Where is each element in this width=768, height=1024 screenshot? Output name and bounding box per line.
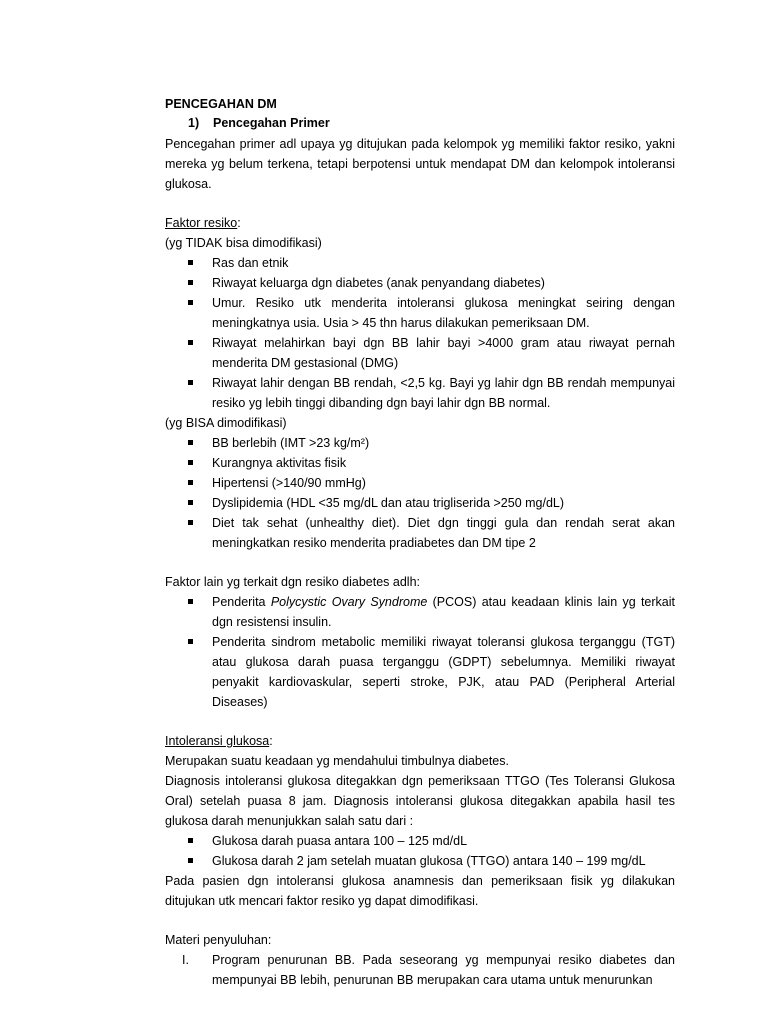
list-item <box>165 632 675 712</box>
list-item-text: Riwayat keluarga dgn diabetes (anak penyandang diabetes) <box>212 276 545 290</box>
list-item <box>165 513 675 553</box>
non-modifiable-label: (yg TIDAK bisa dimodifikasi) <box>165 236 322 250</box>
list-item-text: Umur. Resiko utk menderita intoleransi glukosa meningkat seiring dengan meningkatnya usia. Usia > 45 thn harus dilakukan pemeriksaan DM. <box>212 296 675 330</box>
modifiable-label: (yg BISA dimodifikasi) <box>165 416 287 430</box>
bullet-icon <box>188 300 193 305</box>
document-title: PENCEGAHAN DM <box>165 97 277 111</box>
glucose-intolerance-paragraph: Diagnosis intoleransi glukosa ditegakkan dgn pemeriksaan TTGO (Tes Toleransi Glukosa Oral) setelah puasa 8 jam. Diagnosis intoleransi glukosa ditegakkan apabila hasil tes glukosa darah menunjukkan salah satu dari : <box>165 774 675 828</box>
list-item-text: Glukosa darah puasa antara 100 – 125 md/dL <box>212 834 468 848</box>
list-item <box>165 433 675 453</box>
bullet-icon <box>188 639 193 644</box>
glucose-intolerance-line: Merupakan suatu keadaan yg mendahului timbulnya diabetes. <box>165 754 509 768</box>
document-page <box>165 94 675 990</box>
list-item-number: I. <box>182 953 189 967</box>
list-item-text: Glukosa darah 2 jam setelah muatan glukosa (TTGO) antara 140 – 199 mg/dL <box>212 854 646 868</box>
other-factors-heading: Faktor lain yg terkait dgn resiko diabetes adlh: <box>165 575 420 589</box>
list-item <box>165 831 675 851</box>
bullet-icon <box>188 858 193 863</box>
list-item <box>165 493 675 513</box>
list-item-text: Hipertensi (>140/90 mmHg) <box>212 476 366 490</box>
risk-factor-heading-colon: : <box>237 216 241 230</box>
glucose-intolerance-heading-colon: : <box>269 734 273 748</box>
bullet-icon <box>188 599 193 604</box>
list-item-text: Riwayat melahirkan bayi dgn BB lahir bayi >4000 gram atau riwayat pernah menderita DM gestasional (DMG) <box>212 336 675 370</box>
list-item <box>165 253 675 273</box>
list-item-text: Penderita sindrom metabolic memiliki riwayat toleransi glukosa terganggu (TGT) atau glukosa darah puasa terganggu (GDPT) sebelumnya. Memiliki riwayat penyakit kardiovaskular, seperti stroke, PJK, atau PAD (Peripheral Arterial Diseases) <box>212 635 675 709</box>
non-modifiable-list <box>165 253 675 413</box>
bullet-icon <box>188 500 193 505</box>
bullet-icon <box>188 440 193 445</box>
list-item-text: Riwayat lahir dengan BB rendah, <2,5 kg. Bayi yg lahir dgn BB rendah mempunyai resiko yg lebih tinggi dibanding dgn bayi lahir dgn BB normal. <box>212 376 675 410</box>
list-item <box>165 373 675 413</box>
list-item <box>165 333 675 373</box>
glucose-criteria-list <box>165 831 675 871</box>
intro-paragraph: Pencegahan primer adl upaya yg ditujukan pada kelompok yg memiliki faktor resiko, yakni mereka yg belum terkena, tetapi berpotensi untuk mendapat DM dan kelompok intoleransi glukosa. <box>165 137 675 191</box>
subheading-number: 1) <box>188 116 200 130</box>
risk-factor-heading <box>165 213 675 233</box>
bullet-icon <box>188 260 193 265</box>
bullet-icon <box>188 340 193 345</box>
list-item <box>165 273 675 293</box>
list-item-text: Dyslipidemia (HDL <35 mg/dL dan atau trigliserida >250 mg/dL) <box>212 496 565 510</box>
bullet-icon <box>188 480 193 485</box>
materials-heading: Materi penyuluhan: <box>165 933 272 947</box>
list-item-text-post: (PCOS) atau keadaan klinis lain yg terkait dgn resistensi insulin. <box>212 595 676 629</box>
materials-list <box>165 950 675 990</box>
list-item-text: Diet tak sehat (unhealthy diet). Diet dgn tinggi gula dan rendah serat akan meningkatkan resiko menderita pradiabetes dan DM tipe 2 <box>212 516 675 550</box>
list-item-text: Program penurunan BB. Pada seseorang yg mempunyai resiko diabetes dan mempunyai BB lebih, penurunan BB merupakan cara utama untuk menurunkan <box>212 953 675 987</box>
risk-factor-heading-label: Faktor resiko <box>165 216 238 230</box>
list-item-text: BB berlebih (IMT >23 kg/m²) <box>212 436 370 450</box>
list-item <box>165 453 675 473</box>
list-item <box>165 473 675 493</box>
modifiable-list <box>165 433 675 553</box>
list-item <box>165 950 675 990</box>
bullet-icon <box>188 460 193 465</box>
bullet-icon <box>188 280 193 285</box>
list-item <box>165 592 675 632</box>
subheading-label: Pencegahan Primer <box>213 116 330 130</box>
list-item-text: Kurangnya aktivitas fisik <box>212 456 347 470</box>
glucose-intolerance-heading-label: Intoleransi glukosa <box>165 734 270 748</box>
list-item-text-italic: Polycystic Ovary Syndrome <box>270 595 428 609</box>
list-item <box>165 851 675 871</box>
bullet-icon <box>188 380 193 385</box>
glucose-intolerance-closing: Pada pasien dgn intoleransi glukosa anamnesis dan pemeriksaan fisik yg dilakukan ditujukan utk mencari faktor resiko yg dapat dimodifikasi. <box>165 874 675 908</box>
bullet-icon <box>188 520 193 525</box>
list-item <box>165 293 675 333</box>
glucose-intolerance-heading <box>165 731 675 751</box>
other-factors-list <box>165 592 675 712</box>
bullet-icon <box>188 838 193 843</box>
list-item-text-pre: Penderita <box>212 595 271 609</box>
subheading-primer <box>165 114 675 134</box>
list-item-text: Ras dan etnik <box>212 256 289 270</box>
